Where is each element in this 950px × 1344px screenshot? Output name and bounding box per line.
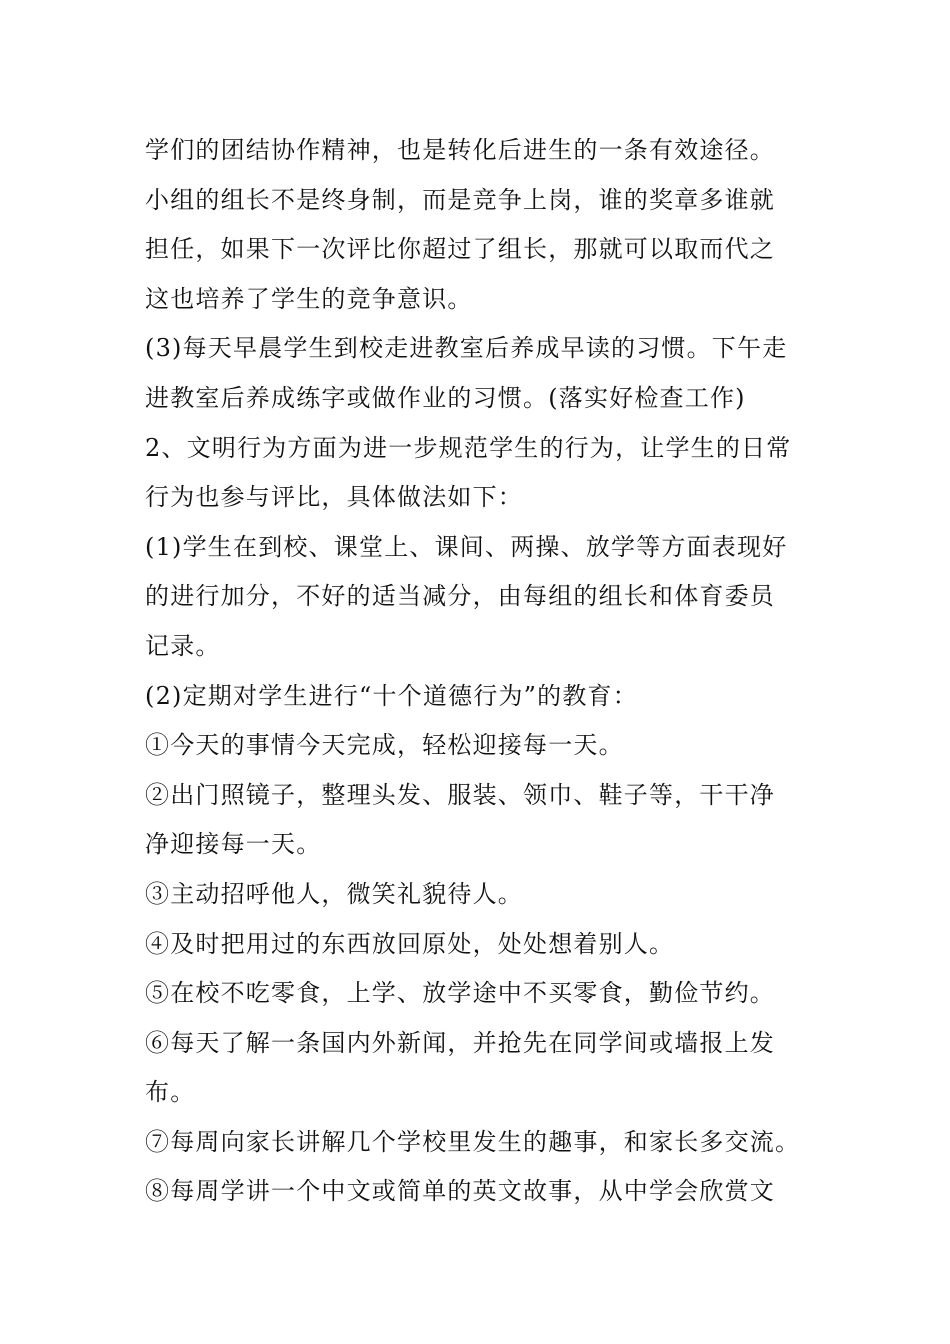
text-line: ⑥每天了解一条国内外新闻，并抢先在同学间或墙报上发 <box>145 1028 775 1057</box>
text-line: 进教室后养成练字或做作业的习惯。(落实好检查工作) <box>145 383 746 412</box>
text-line: (3)每天早晨学生到校走进教室后养成早读的习惯。下午走 <box>145 334 788 363</box>
text-line: 担任，如果下一次评比你超过了组长，那就可以取而代之 <box>145 235 775 264</box>
text-line: (2)定期对学生进行“十个道德行为”的教育： <box>145 681 638 710</box>
text-line: 小组的组长不是终身制，而是竞争上岗，谁的奖章多谁就 <box>145 185 775 214</box>
text-line: 记录。 <box>145 631 221 660</box>
text-line: 布。 <box>145 1078 196 1107</box>
text-line: 学们的团结协作精神，也是转化后进生的一条有效途径。 <box>145 136 775 164</box>
text-line: ③主动招呼他人，微笑礼貌待人。 <box>145 879 523 908</box>
text-line: ⑧每周学讲一个中文或简单的英文故事，从中学会欣赏文 <box>145 1177 775 1206</box>
text-line: ⑦每周向家长讲解几个学校里发生的趣事，和家长多交流。 <box>145 1127 801 1156</box>
text-line: ②出门照镜子，整理头发、服装、领巾、鞋子等，干干净 <box>145 780 775 809</box>
text-line: ⑤在校不吃零食，上学、放学途中不买零食，勤俭节约。 <box>145 979 775 1008</box>
text-line: ④及时把用过的东西放回原处，处处想着别人。 <box>145 929 675 958</box>
text-line: 这也培养了学生的竞争意识。 <box>145 284 473 313</box>
text-line: 2、文明行为方面为进一步规范学生的行为，让学生的日常 <box>145 433 792 462</box>
text-line: 净迎接每一天。 <box>145 830 322 859</box>
text-line: (1)学生在到校、课堂上、课间、两操、放学等方面表现好 <box>145 532 788 561</box>
body-text <box>145 126 810 1217</box>
text-line: 的进行加分，不好的适当减分，由每组的组长和体育委员 <box>145 582 775 611</box>
text-line: 行为也参与评比，具体做法如下： <box>145 483 523 512</box>
text-line: ①今天的事情今天完成，轻松迎接每一天。 <box>145 731 624 760</box>
